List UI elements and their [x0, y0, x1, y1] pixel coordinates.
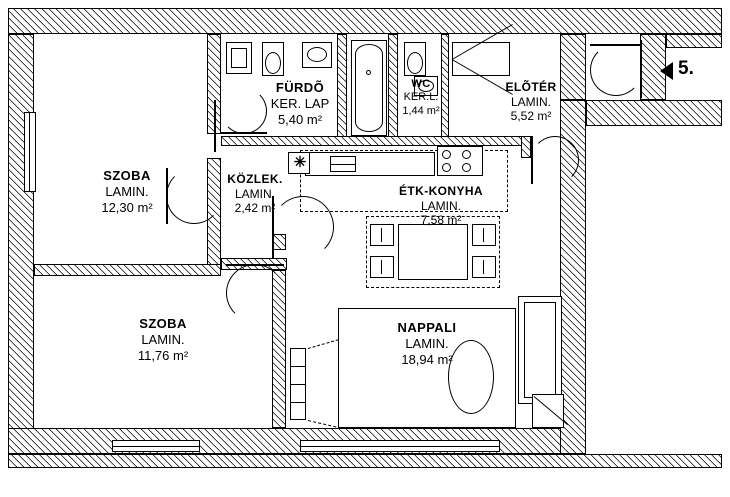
fixture-chair-4 — [472, 256, 496, 278]
fixture-dining-table — [398, 224, 468, 280]
room-name: ELÕTÉR — [505, 80, 557, 94]
wall-entry-top-right — [666, 34, 722, 48]
room-area: 5,52 m² — [510, 109, 552, 124]
room-floor: LAMIN. — [405, 335, 449, 351]
fixture-washbasin-furdo-bowl — [231, 48, 247, 68]
room-name: SZOBA — [103, 168, 151, 183]
door-leaf-elotér — [531, 136, 533, 184]
unit-number-label: 5. — [678, 58, 694, 79]
counter-line-1 — [330, 164, 356, 165]
room-area: 18,94 m² — [401, 351, 453, 367]
room-floor: LAMIN. — [234, 186, 275, 201]
wall-interior-h1 — [34, 264, 221, 276]
chair-3-back — [483, 228, 484, 242]
radiator-line-3 — [290, 402, 306, 403]
stove-burner-1 — [442, 150, 451, 159]
room-label-nappali — [372, 320, 482, 368]
room-name: ÉTK-KONYHA — [399, 184, 483, 198]
room-area: 2,42 m² — [234, 201, 276, 216]
door-arc-elotér — [531, 136, 579, 184]
wall-exterior-top — [8, 8, 722, 34]
room-floor: LAMIN. — [105, 183, 149, 199]
room-label-szoba-2 — [98, 316, 228, 364]
door-leaf-furdo — [221, 132, 267, 134]
room-floor: KER. LAP — [270, 95, 330, 111]
room-floor: LAMIN. — [510, 94, 551, 109]
window-left-1 — [24, 112, 36, 192]
room-area: 5,40 m² — [277, 111, 323, 127]
stove-burner-2 — [462, 150, 471, 159]
room-floor: LAMIN. — [141, 331, 185, 347]
room-name: KÖZLEK. — [227, 172, 283, 186]
door-arc-entry — [590, 44, 642, 96]
room-label-elotér — [486, 80, 576, 124]
stove-burner-3 — [442, 163, 451, 172]
room-floor: LAMIN. — [420, 198, 461, 213]
wall-terrace-band — [8, 454, 722, 468]
room-name: FÜRDÕ — [275, 80, 325, 95]
leader-dash-1 — [308, 339, 339, 350]
fixture-bathtub-drain — [366, 70, 371, 75]
room-area: 12,30 m² — [101, 199, 153, 215]
room-name: SZOBA — [139, 316, 187, 331]
fixture-chair-2 — [370, 256, 394, 278]
fixture-closet-elotér — [452, 42, 510, 76]
pointer-left-icon — [660, 62, 673, 80]
fixture-toilet-furdo-bowl — [265, 52, 281, 74]
wall-bath-bottom — [221, 136, 531, 146]
chair-4-back — [483, 260, 484, 274]
radiator-line-1 — [290, 366, 306, 367]
room-label-kozlekedo — [216, 172, 294, 216]
room-label-furdo — [250, 80, 350, 128]
stove-burner-4 — [462, 163, 471, 172]
room-name: WC — [411, 78, 431, 90]
fixture-sofa-seat — [524, 302, 556, 398]
kitchen-star-icon: ✳ — [293, 154, 307, 171]
room-floor: KER.L. — [403, 91, 439, 104]
room-area: 7,58 m² — [420, 213, 462, 228]
chair-2-back — [381, 260, 382, 274]
room-area: 11,76 m² — [137, 347, 189, 363]
window-bottom-2-mullion — [300, 446, 500, 447]
door-leaf-szoba2 — [226, 264, 284, 266]
fixture-toilet-wc-bowl — [407, 52, 423, 74]
window-left-1-mullion — [29, 112, 30, 192]
wall-corridor-top — [586, 100, 722, 126]
radiator-line-2 — [290, 384, 306, 385]
window-bottom-1-mullion — [112, 446, 200, 447]
door-jamb-entry — [640, 40, 642, 98]
room-label-etk-konyha — [386, 184, 496, 228]
fixture-bathtub-inner — [355, 44, 383, 132]
room-label-szoba-1 — [62, 168, 192, 216]
door-leaf-entry — [590, 44, 642, 46]
door-arc-szoba2 — [226, 264, 284, 322]
fixture-counter-kitchen — [305, 152, 435, 176]
room-area: 1,44 m² — [402, 104, 440, 117]
room-name: NAPPALI — [397, 320, 457, 335]
chair-1-back — [381, 228, 382, 242]
fixture-sink-furdo-bowl — [307, 47, 327, 62]
wall-exterior-left — [8, 34, 34, 454]
wall-elotér-partition — [521, 136, 531, 158]
room-label-wc — [392, 78, 450, 118]
door-leaf-szoba1 — [214, 100, 216, 152]
